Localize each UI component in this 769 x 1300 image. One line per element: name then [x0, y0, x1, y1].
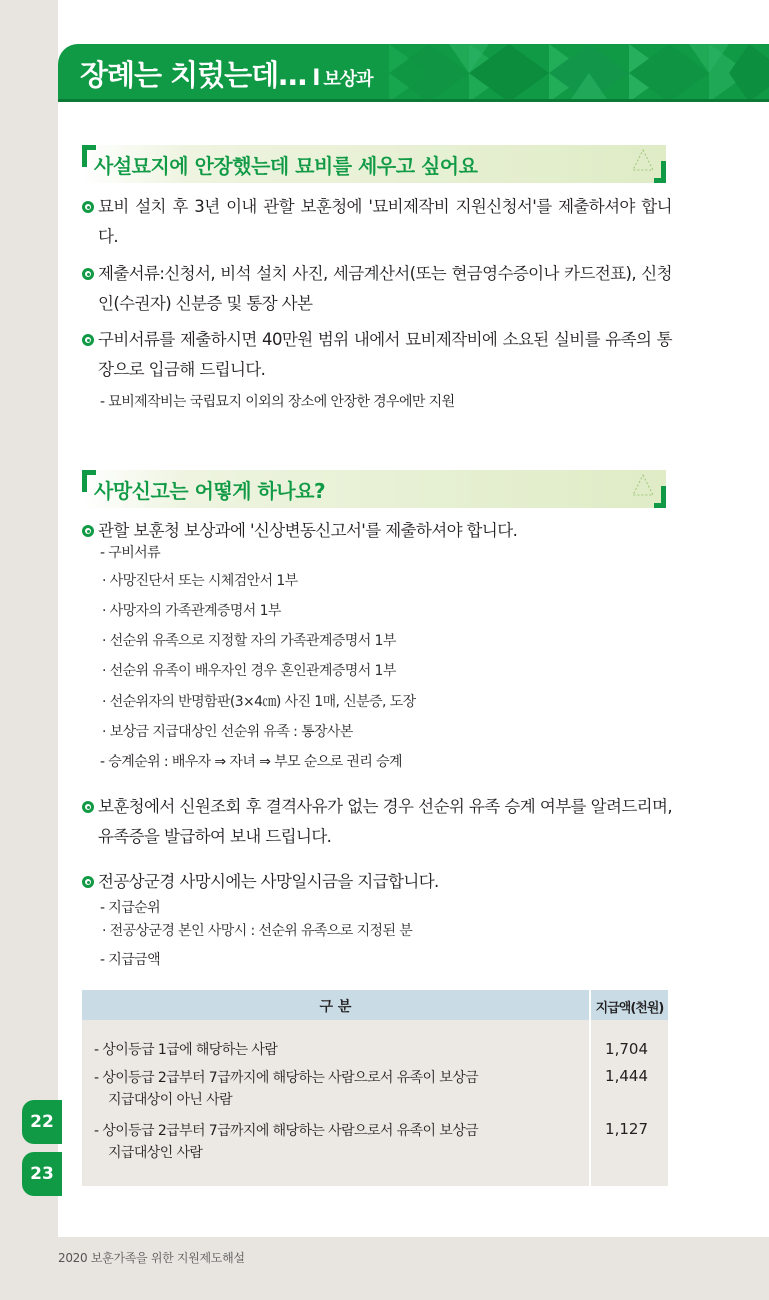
header-separator: I	[312, 66, 320, 91]
bullet-item	[82, 192, 672, 252]
bullet-text: 보훈청에서 신원조회 후 결격사유가 없는 경우 선순위 유족 승계 여부를 알려드리며, 유족증을 발급하여 보내 드립니다.	[98, 797, 672, 846]
bullet-item	[82, 259, 672, 319]
doc-item: · 사망자의 가족관계증명서 1부	[102, 603, 281, 619]
chapter-subtitle: 보상과	[323, 69, 373, 90]
bullet-item	[82, 792, 672, 852]
table-header-amount: 지급액(천원)	[595, 1001, 664, 1016]
section-heading-text: 사설묘지에 안장했는데 묘비를 세우고 싶어요	[94, 154, 478, 178]
bullet-item	[82, 867, 672, 897]
section-heading-text: 사망신고는 어떻게 하나요?	[94, 479, 326, 503]
doc-item: · 사망진단서 또는 시체검안서 1부	[102, 573, 298, 589]
bullet-dot-icon	[82, 334, 94, 346]
chapter-title	[80, 53, 373, 94]
table-header-row	[82, 990, 668, 1020]
header-underline	[58, 99, 769, 102]
footer-text: 2020 보훈가족을 위한 지원제도해설	[58, 1251, 245, 1265]
doc-item: · 선순위 유족이 배우자인 경우 혼인관계증명서 1부	[102, 663, 396, 679]
bullet-dot-icon	[82, 876, 94, 888]
order-title: - 지급순위	[100, 900, 160, 916]
chapter-title-main: 장례는 치렀는데…	[80, 58, 307, 92]
table-row-value: 1,444	[605, 1067, 648, 1085]
bullet-dot-icon	[82, 268, 94, 280]
row-label-continuation: 지급대상이 아닌 사람	[108, 1092, 233, 1108]
succession-text: - 승계순위 : 배우자 ⇒ 자녀 ⇒ 부모 순으로 권리 승계	[100, 754, 402, 770]
bullet-text: 제출서류:신청서, 비석 설치 사진, 세금계산서(또는 현금영수증이나 카드전표), 신청인(수권자) 신분증 및 통장 사본	[98, 264, 672, 313]
corner-bracket-right	[654, 486, 666, 508]
bullet-text: 구비서류를 제출하시면 40만원 범위 내에서 묘비제작비에 소요된 실비를 유족의 통장으로 입금해 드립니다.	[98, 330, 672, 379]
table-row-label	[94, 1120, 478, 1164]
bullet-item	[82, 516, 672, 546]
doc-item: · 보상금 지급대상인 선순위 유족 : 통장사본	[102, 724, 353, 740]
bullet-dot-icon	[82, 801, 94, 813]
payment-table	[82, 990, 668, 1186]
chapter-header	[58, 44, 769, 102]
page-number-right: 23	[22, 1152, 62, 1196]
corner-bracket-right	[654, 161, 666, 183]
page-number-left: 22	[22, 1100, 62, 1144]
order-item: · 전공상군경 본인 사망시 : 선순위 유족으로 지정된 분	[102, 923, 413, 939]
table-row-value: 1,704	[605, 1040, 648, 1058]
doc-item: · 선순위 유족으로 지정할 자의 가족관계증명서 1부	[102, 633, 396, 649]
docs-title: - 구비서류	[100, 545, 160, 561]
bullet-text: 전공상군경 사망시에는 사망일시금을 지급합니다.	[98, 872, 439, 891]
section-heading-tombstone	[82, 145, 666, 183]
triangle-decoration	[632, 474, 654, 496]
doc-item: · 선순위자의 반명함판(3×4㎝) 사진 1매, 신분증, 도장	[102, 694, 416, 710]
row-label-continuation: 지급대상인 사람	[108, 1145, 203, 1161]
table-row-label	[94, 1039, 277, 1061]
bullet-dot-icon	[82, 525, 94, 537]
table-header-category: 구 분	[319, 999, 352, 1015]
row-label-text: - 상이등급 2급부터 7급까지에 해당하는 사람으로서 유족이 보상금	[94, 1123, 479, 1139]
bullet-item	[82, 325, 672, 385]
section-heading-death-report	[82, 470, 666, 508]
row-label-text: - 상이등급 1급에 해당하는 사람	[94, 1042, 278, 1058]
table-row-value: 1,127	[605, 1120, 648, 1138]
bullet-text: 묘비 설치 후 3년 이내 관할 보훈청에 '묘비제작비 지원신청서'를 제출하셔야 합니다.	[98, 197, 672, 246]
bullet-text: 관할 보훈청 보상과에 '신상변동신고서'를 제출하셔야 합니다.	[98, 521, 518, 540]
header-pattern-decoration	[389, 44, 769, 102]
triangle-decoration	[632, 149, 654, 171]
note-text: - 묘비제작비는 국립묘지 이외의 장소에 안장한 경우에만 지원	[100, 394, 455, 410]
amount-title: - 지급금액	[100, 952, 160, 968]
bullet-dot-icon	[82, 201, 94, 213]
table-row-label	[94, 1067, 478, 1111]
row-label-text: - 상이등급 2급부터 7급까지에 해당하는 사람으로서 유족이 보상금	[94, 1070, 479, 1086]
